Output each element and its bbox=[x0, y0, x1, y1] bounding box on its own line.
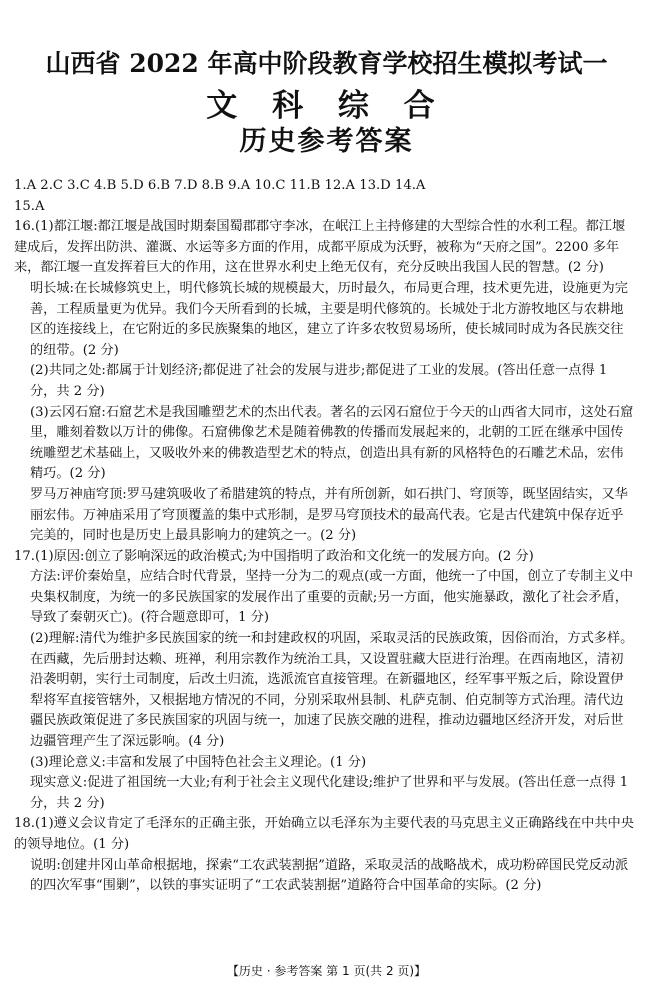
answer-body bbox=[14, 176, 634, 897]
question-18 bbox=[14, 814, 634, 896]
q17-part3-practice: 现实意义:促进了祖国统一大业;有利于社会主义现代化建设;维护了世界和平与发展。(答出任意一点得 1 分，共 2 分) bbox=[30, 775, 629, 811]
q17-part3-theory: (3)理论意义:丰富和发展了中国特色社会主义理论。(1 分) bbox=[30, 754, 367, 770]
q17-part1-reason: 17.(1)原因:创立了影响深远的政治模式;为中国指明了政治和文化统一的发展方向。(2 分) bbox=[14, 548, 534, 564]
subject-title: 文 科 综 合 bbox=[206, 88, 447, 124]
page-footer: 【历史 · 参考答案 第 1 页(共 2 页)】 bbox=[226, 964, 427, 978]
question-16 bbox=[14, 217, 634, 547]
q17-part2: (2)理解:清代为维护多民族国家的统一和封建政权的巩固，采取灵活的民族政策，因俗而治，方式多样。在西藏，先后册封达赖、班禅，利用宗教作为统治工具，又设置驻藏大臣进行治理。在西南地区，清初沿袭明朝，实行土司制度，后改土归流，选派流官直接管理。在新疆地区，经军事平叛之后，除设置伊犁将军直接管辖外，又根据地方情况的不同，分别采取州县制、札萨克制、伯克制等方式治理。清代边疆民族政策促进了多民族国家的巩固与统一，加速了民族交融的进程，推动边疆地区经济开发，对后世边疆管理产生了深远影响。(4 分) bbox=[30, 631, 634, 750]
q16-part3-yungang: (3)云冈石窟:石窟艺术是我国雕塑艺术的杰出代表。著名的云冈石窟位于今天的山西省大同市，这处石窟里，雕刻着数以万计的佛像。石窟佛像艺术是随着佛教的传播而发展起来的，北朝的工匠在继承中国传统雕塑艺术基础上，又吸收外来的佛教造型艺术的特点，创造出具有新的风格特色的石雕艺术品，宏伟精巧。(2 分) bbox=[30, 404, 634, 482]
q16-part2: (2)共同之处:都属于计划经济;都促进了社会的发展与进步;都促进了工业的发展。(答出任意一点得 1 分，共 2 分) bbox=[30, 363, 608, 399]
q18-part1-explanation: 说明:创建井冈山革命根据地，探索“工农武装割据”道路，采取灵活的战略战术，成功粉碎国民党反动派的四次军事“围剿”，以铁的事实证明了“工农武装割据”道路符合中国革命的实际。(2 分) bbox=[30, 857, 629, 894]
answer-key-title: 历史参考答案 bbox=[239, 126, 414, 157]
choice-answers-line-2: 15.A bbox=[14, 198, 45, 214]
q18-part1: 18.(1)遵义会议肯定了毛泽东的正确主张，开始确立以毛泽东为主要代表的马克思主义正确路线在中共中央的领导地位。(1 分) bbox=[14, 816, 634, 852]
exam-title: 山西省 2022 年高中阶段教育学校招生模拟考试一 bbox=[45, 49, 608, 78]
q16-part1-great-wall: 明长城:在长城修筑史上，明代修筑长城的规模最大，历时最久，布局更合理，技术更先进，设施更为完善，工程质量更为优异。我们今天所看到的长城，主要是明代修筑的。长城处于北方游牧地区与农耕地区的连接线上，在它附近的多民族聚集的地区，建立了许多农牧贸易场所，使长城同时成为各民族交往的纽带。(2 分) bbox=[30, 280, 628, 358]
question-17 bbox=[14, 547, 634, 815]
choice-answers-line-1: 1.A 2.C 3.C 4.B 5.D 6.B 7.D 8.B 9.A 10.C 11.B 12.A 13.D 14.A bbox=[14, 178, 426, 193]
q16-part3-pantheon: 罗马万神庙穹顶:罗马建筑吸收了希腊建筑的特点，并有所创新，如石拱门、穹顶等，既坚固结实，又华丽宏伟。万神庙采用了穹顶覆盖的集中式形制，是罗马穹顶技术的最高代表。它是古代建筑中保存近乎完美的，同时也是历史上最具影响力的建筑之一。(2 分) bbox=[30, 486, 628, 544]
q16-part1-dujiangyan: 16.(1)都江堰:都江堰是战国时期秦国蜀郡郡守李冰，在岷江上主持修建的大型综合性的水利工程。都江堰建成后，发挥出防洪、灌溉、水运等多方面的作用，成都平原成为沃野，被称为“天府之国”。2200 多年来，都江堰一直发挥着巨大的作用，这在世界水利史上绝无仅有，充分反映出我国人民的智慧。(2 分) bbox=[14, 219, 626, 276]
q17-part1-method: 方法:评价秦始皇，应结合时代背景，坚持一分为二的观点(或一方面，他统一了中国，创立了专制主义中央集权制度，为统一的多民族国家的发展作出了重要的贡献;另一方面，他实施暴政，激化了社会矛盾，导致了秦朝灭亡)。(符合题意即可，1 分) bbox=[30, 569, 634, 626]
